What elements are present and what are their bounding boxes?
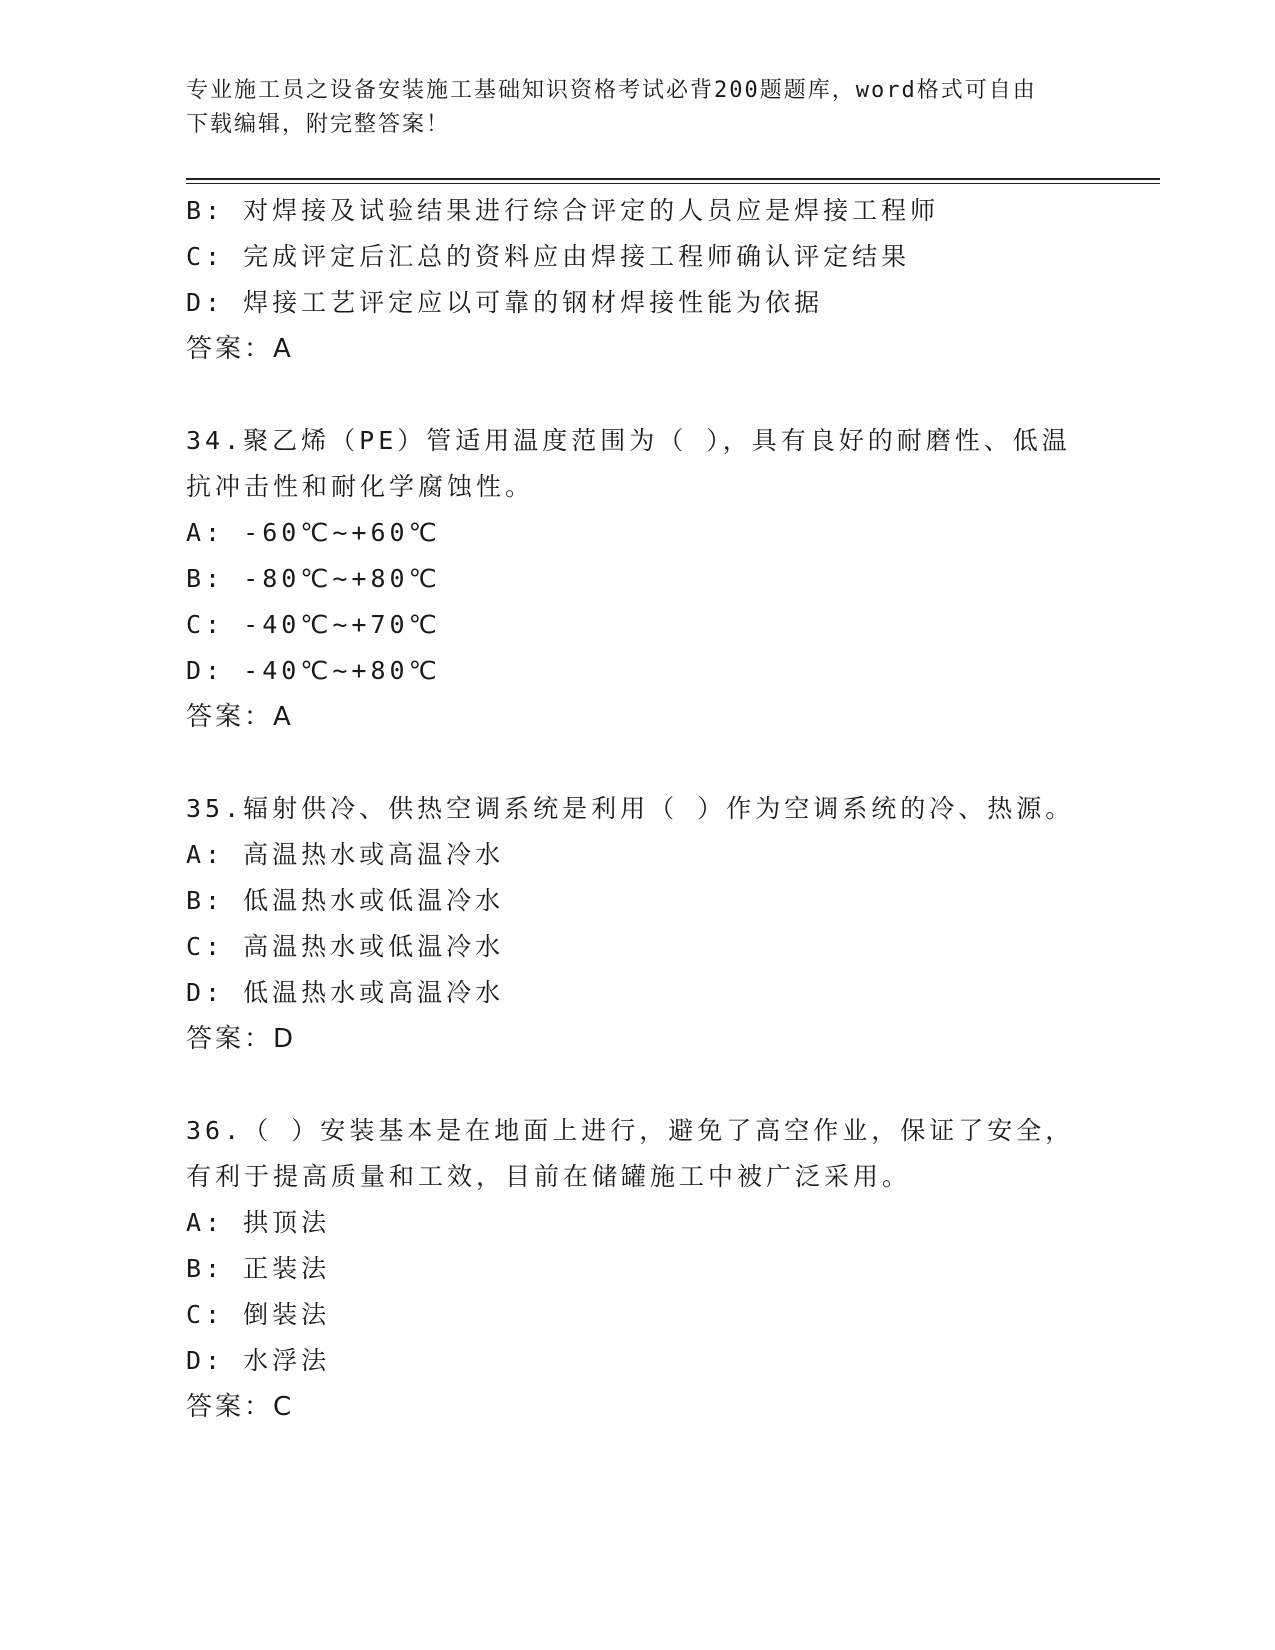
question-block-34 [186,418,1086,740]
option-b: B: 对焊接及试验结果进行综合评定的人员应是焊接工程师 [186,196,940,225]
header-line-1: 专业施工员之设备安装施工基础知识资格考试必背200题题库，word格式可自由 [186,78,1037,103]
spacer [186,372,1086,418]
spacer [186,740,1086,786]
question-block-33 [186,188,1086,372]
question-block-36 [186,1108,1086,1430]
question-text-line-1: 35.辐射供冷、供热空调系统是利用（ ）作为空调系统的冷、热源。 [186,794,1075,823]
option-b: B: -80℃~+80℃ [186,564,441,593]
option-c: C: -40℃~+70℃ [186,610,441,639]
option-d: D: 焊接工艺评定应以可靠的钢材焊接性能为依据 [186,288,824,317]
question-block-35 [186,786,1086,1062]
question-text-line-1: 34.聚乙烯（PE）管适用温度范围为（ ），具有良好的耐磨性、低温 [186,426,1071,455]
option-d: D: 水浮法 [186,1346,331,1375]
option-b: B: 低温热水或低温冷水 [186,886,505,915]
option-c: C: 倒装法 [186,1300,331,1329]
option-b: B: 正装法 [186,1254,331,1283]
question-text-line-2: 抗冲击性和耐化学腐蚀性。 [186,472,535,501]
question-text-line-1: 36.（ ）安装基本是在地面上进行，避免了高空作业，保证了安全， [186,1116,1075,1145]
option-c: C: 高温热水或低温冷水 [186,932,505,961]
answer-line: 答案：D [186,1024,297,1054]
document-header [186,74,1086,142]
option-a: A: -60℃~+60℃ [186,518,441,547]
answer-line: 答案：A [186,702,294,732]
option-a: A: 高温热水或高温冷水 [186,840,505,869]
answer-line: 答案：A [186,334,294,364]
header-line-2: 下载编辑，附完整答案！ [186,112,451,137]
option-d: D: -40℃~+80℃ [186,656,441,685]
header-divider-thin [186,183,1160,184]
option-d: D: 低温热水或高温冷水 [186,978,505,1007]
answer-line: 答案：C [186,1392,295,1422]
document-content [186,188,1086,1430]
spacer [186,1062,1086,1108]
option-a: A: 拱顶法 [186,1208,331,1237]
option-c: C: 完成评定后汇总的资料应由焊接工程师确认评定结果 [186,242,911,271]
header-divider-thick [186,178,1160,180]
question-text-line-2: 有利于提高质量和工效，目前在储罐施工中被广泛采用。 [186,1162,912,1191]
